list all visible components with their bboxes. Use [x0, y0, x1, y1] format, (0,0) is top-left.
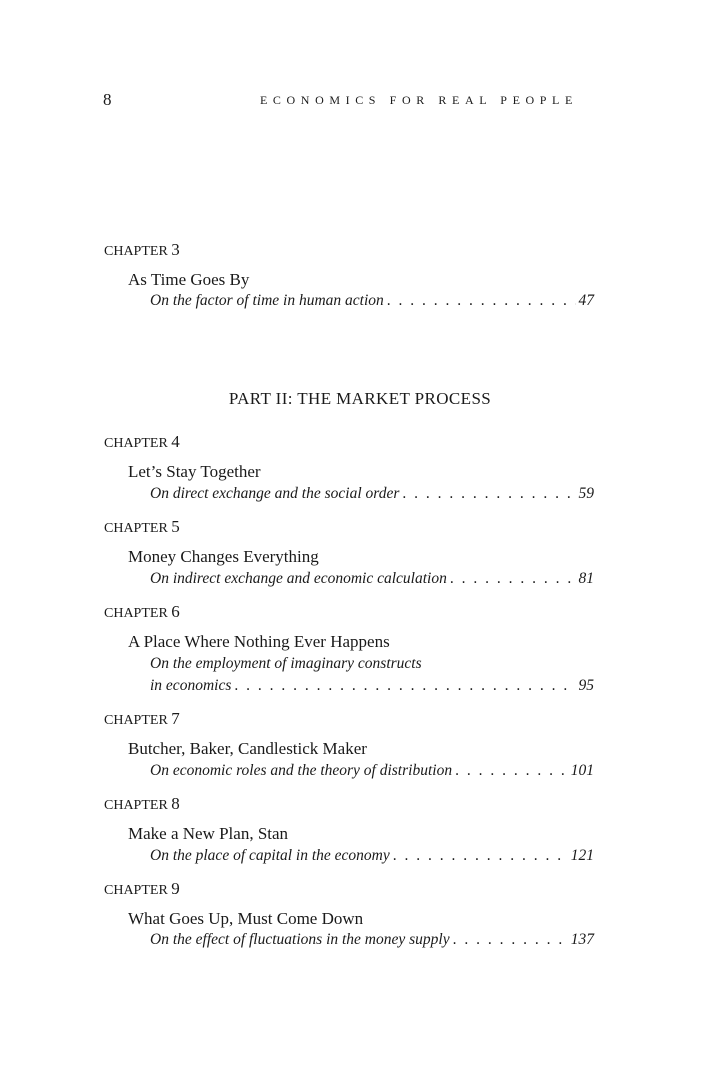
- chapter-label: [104, 240, 180, 260]
- chapter-number: 8: [171, 794, 180, 813]
- page-reference: 137: [570, 931, 594, 948]
- dot-leader: [387, 292, 576, 310]
- toc-entry[interactable]: [150, 931, 594, 949]
- part-heading: PART II: THE MARKET PROCESS: [228, 389, 492, 408]
- page-reference: 121: [570, 847, 594, 864]
- toc-entry[interactable]: [150, 570, 594, 588]
- chapter-label: [104, 517, 180, 537]
- chapter-label-text: CHAPTER: [104, 436, 168, 451]
- page-reference: 81: [578, 570, 594, 587]
- toc-entry[interactable]: [150, 677, 594, 695]
- page-reference: 101: [570, 762, 594, 779]
- dot-leader: [234, 677, 575, 695]
- chapter-number: 3: [171, 240, 180, 259]
- chapter-title: A Place Where Nothing Ever Happens: [128, 632, 390, 651]
- chapter-subtitle: On the employment of imaginary constructs: [150, 655, 422, 672]
- chapter-label: [104, 602, 180, 622]
- chapter-subtitle: On economic roles and the theory of distribution: [150, 762, 453, 779]
- chapter-title: As Time Goes By: [128, 270, 250, 289]
- toc-entry[interactable]: [150, 762, 594, 780]
- page-number: 8: [103, 90, 112, 109]
- chapter-label: [104, 879, 180, 899]
- chapter-title: Make a New Plan, Stan: [128, 824, 289, 843]
- chapter-title: Let’s Stay Together: [128, 462, 261, 481]
- toc-entry[interactable]: [150, 485, 594, 503]
- chapter-subtitle: On indirect exchange and economic calculation: [150, 570, 447, 587]
- chapter-number: 4: [171, 432, 180, 451]
- chapter-number: 6: [171, 602, 180, 621]
- dot-leader: [455, 762, 568, 780]
- page-reference: 95: [578, 677, 594, 694]
- chapter-number: 7: [171, 709, 180, 728]
- dot-leader: [450, 570, 576, 588]
- chapter-title: Butcher, Baker, Candlestick Maker: [128, 739, 367, 758]
- chapter-label: [104, 709, 180, 729]
- chapter-label-text: CHAPTER: [104, 883, 168, 898]
- chapter-label-text: CHAPTER: [104, 713, 168, 728]
- chapter-subtitle: On the place of capital in the economy: [150, 847, 390, 864]
- running-title: ECONOMICS FOR REAL PEOPLE: [260, 93, 578, 107]
- chapter-number: 9: [171, 879, 180, 898]
- chapter-title: What Goes Up, Must Come Down: [128, 909, 364, 928]
- chapter-subtitle: On direct exchange and the social order: [150, 485, 400, 502]
- chapter-subtitle-continued: in economics: [150, 677, 232, 694]
- chapter-label-text: CHAPTER: [104, 606, 168, 621]
- chapter-label-text: CHAPTER: [104, 244, 168, 259]
- chapter-label: [104, 432, 180, 452]
- dot-leader: [393, 847, 568, 865]
- dot-leader: [402, 485, 575, 503]
- page-reference: 59: [578, 485, 594, 502]
- chapter-number: 5: [171, 517, 180, 536]
- toc-entry[interactable]: [150, 292, 594, 310]
- toc-entry[interactable]: [150, 847, 594, 865]
- dot-leader: [453, 931, 568, 949]
- chapter-subtitle: On the effect of fluctuations in the money supply: [150, 931, 450, 948]
- chapter-subtitle: On the factor of time in human action: [150, 292, 384, 309]
- chapter-label: [104, 794, 180, 814]
- page-reference: 47: [578, 292, 594, 309]
- chapter-label-text: CHAPTER: [104, 521, 168, 536]
- chapter-label-text: CHAPTER: [104, 798, 168, 813]
- chapter-title: Money Changes Everything: [128, 547, 319, 566]
